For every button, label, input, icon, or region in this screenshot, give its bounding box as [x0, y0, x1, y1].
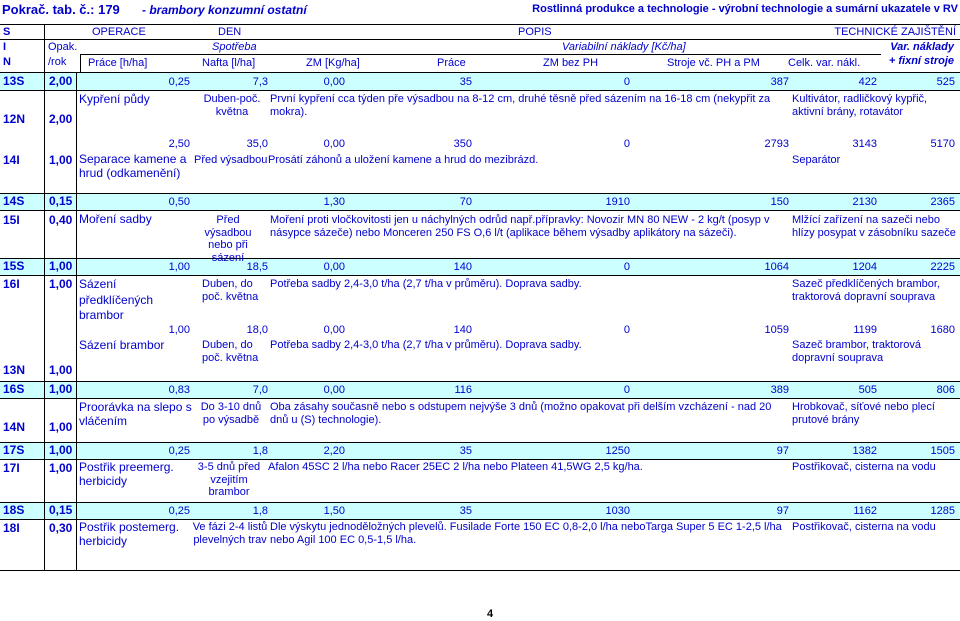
summary-value: 1,30 [323, 196, 345, 208]
summary-value: 140 [453, 261, 472, 273]
op-den: Duben, do poč. května [202, 278, 259, 303]
summary-value: 35 [459, 445, 472, 457]
summary-band [0, 193, 960, 210]
op-name: Postřik preemerg. herbicidy [79, 460, 174, 488]
summary-value: 0,00 [323, 76, 345, 88]
summary-value: 150 [770, 196, 789, 208]
summary-value: 525 [936, 76, 955, 88]
head-popis: POPIS [518, 26, 552, 38]
rule [0, 90, 960, 91]
op-den: Duben, do poč. května [202, 339, 259, 364]
op-tech: Separátor [792, 154, 841, 166]
head-s: S [3, 26, 11, 38]
op-opak: 0,30 [49, 521, 73, 535]
summary-code: 18S [3, 503, 25, 517]
summary-value: 1910 [605, 196, 630, 208]
doc-header-right: Rostlinná produkce a technologie - výrobní technologie a sumární ukazatele v RV [532, 3, 958, 15]
summary-code: 16S [3, 382, 25, 396]
op-den: Do 3-10 dnů po výsadbě [200, 401, 262, 426]
rule [0, 275, 960, 276]
summary-value: 35,0 [246, 138, 268, 150]
op-code: 16I [3, 277, 20, 291]
summary-value: 1,8 [252, 445, 268, 457]
op-code: 13N [3, 363, 26, 377]
head-stroje: Stroje vč. PH a PM [667, 57, 760, 69]
summary-code: 15S [3, 259, 25, 273]
summary-value: 1162 [853, 505, 877, 517]
op-name: Sázení brambor [79, 338, 165, 352]
summary-value: 2365 [930, 196, 955, 208]
summary-value: 35 [459, 76, 472, 88]
summary-opak: 0,15 [49, 194, 73, 208]
rule [0, 570, 960, 571]
op-popis: Potřeba sadby 2,4-3,0 t/ha (2,7 t/ha v průměru). Doprava sadby. [270, 339, 582, 351]
head-den: DEN [218, 26, 242, 38]
summary-value: 18,0 [246, 324, 268, 336]
head-opak: Opak. [48, 41, 78, 53]
summary-value: 2,50 [168, 138, 190, 150]
summary-value: 0,00 [323, 138, 345, 150]
head-spotreba: Spotřeba [212, 41, 257, 53]
head-operace: OPERACE [92, 26, 146, 38]
head-varnakl: Variabilní náklady [Kč/ha] [562, 41, 686, 53]
summary-value: 350 [453, 138, 472, 150]
summary-value: 1199 [853, 324, 877, 336]
summary-value: 140 [453, 324, 472, 336]
op-code: 14N [3, 420, 26, 434]
op-den: Ve fázi 2-4 listů plevelných trav [192, 521, 268, 546]
summary-value: 505 [858, 384, 877, 396]
op-name: Proorávka na slepo s vláčením [79, 400, 192, 428]
rule [44, 72, 45, 570]
summary-value: 0 [623, 76, 630, 88]
head-nafta: Nafta [l/ha] [202, 57, 256, 69]
summary-value: 0,25 [168, 76, 190, 88]
head-var-naklady: Var. náklady [890, 41, 954, 53]
rule [0, 24, 960, 25]
summary-band [0, 258, 960, 275]
summary-value: 0,00 [323, 324, 345, 336]
op-den: Před výsadbou [194, 154, 268, 166]
op-popis: Prosátí záhonů a uložení kamene a hrud do mezibrázd. [268, 154, 539, 166]
summary-value: 97 [776, 445, 789, 457]
doc-subtitle: - brambory konzumní ostatní [142, 3, 307, 17]
summary-opak: 1,00 [49, 382, 73, 396]
summary-value: 7,0 [252, 384, 268, 396]
summary-value: 1064 [764, 261, 789, 273]
op-opak: 1,00 [49, 277, 73, 291]
head-subgrid [80, 54, 881, 73]
head-prace-h: Práce [h/ha] [88, 57, 148, 69]
op-tech: Sazeč brambor, traktorová dopravní souprava [792, 339, 922, 364]
rule [0, 210, 960, 211]
summary-opak: 1,00 [49, 443, 73, 457]
rule [44, 24, 45, 72]
op-opak: 2,00 [49, 112, 73, 126]
rule [0, 502, 960, 503]
op-tech: Kultivátor, radličkový kypřič, aktivní brány, rotavátor [792, 93, 928, 118]
head-prace: Práce [437, 57, 466, 69]
summary-band [0, 442, 960, 459]
rule [0, 381, 960, 382]
op-opak: 1,00 [49, 461, 73, 475]
head-celk: Celk. var. nákl. [788, 57, 861, 69]
op-den: Duben-poč. května [203, 93, 261, 118]
op-popis: Moření proti vločkovitosti jen u náchylných odrůd např.přípravky: Novozir MN 80 NEW - 2 kg/t (posyp v násypce sázeče) nebo Monceren 250 FS O,6 l/t (aplikace během výsadby aplikátory na sázeči). [270, 214, 770, 239]
op-opak: 0,40 [49, 213, 73, 227]
summary-value: 18,5 [246, 261, 268, 273]
summary-value: 2793 [764, 138, 789, 150]
op-tech: Mlžící zařízení na sazeči nebo hlízy posypat v zásobníku sazeče [792, 214, 956, 239]
rule [0, 258, 960, 259]
op-code: 17I [3, 461, 20, 475]
op-den: 3-5 dnů před vzejitím brambor [197, 461, 261, 499]
op-den: Před výsadbou nebo při sázení [204, 214, 252, 264]
op-name: Moření sadby [79, 212, 152, 226]
head-i: I [3, 41, 7, 53]
rule [0, 39, 960, 40]
summary-value: 0,83 [168, 384, 190, 396]
summary-value: 35 [459, 505, 472, 517]
summary-value: 97 [776, 505, 789, 517]
op-name: Separace kamene a hrud (odkamenění) [79, 152, 187, 180]
op-code: 18I [3, 521, 20, 535]
op-name: Sázení předklíčených brambor [79, 277, 154, 323]
summary-value: 1,00 [168, 261, 190, 273]
summary-value: 2,20 [323, 445, 345, 457]
summary-value: 0 [623, 261, 630, 273]
op-name: Kypření půdy [79, 92, 150, 106]
head-zm-bez: ZM bez PH [543, 57, 599, 69]
op-opak: 1,00 [49, 153, 73, 167]
op-code: 14I [3, 153, 20, 167]
summary-band [0, 381, 960, 398]
op-tech: Sazeč předklíčených brambor, traktorová dopravní souprava [792, 278, 940, 303]
head-n: N [3, 56, 11, 68]
op-code: 12N [3, 112, 26, 126]
summary-value: 7,3 [252, 76, 268, 88]
doc-title: Pokrač. tab. č.: 179 [2, 2, 120, 17]
summary-band [0, 73, 960, 90]
summary-value: 2225 [930, 261, 955, 273]
summary-opak: 0,15 [49, 503, 73, 517]
summary-value: 70 [459, 196, 472, 208]
op-tech: Postřikovač, cisterna na vodu [792, 461, 936, 473]
summary-value: 1204 [852, 261, 877, 273]
op-code: 15I [3, 213, 20, 227]
summary-value: 0,00 [323, 261, 345, 273]
summary-value: 0 [623, 324, 630, 336]
summary-value: 2130 [852, 196, 877, 208]
rule [0, 442, 960, 443]
summary-value: 1059 [764, 324, 789, 336]
summary-value: 116 [454, 384, 472, 396]
summary-value: 5170 [930, 138, 955, 150]
summary-value: 389 [770, 384, 789, 396]
summary-value: 0 [623, 384, 630, 396]
summary-opak: 1,00 [49, 259, 73, 273]
summary-code: 17S [3, 443, 25, 457]
summary-value: 1382 [852, 445, 877, 457]
head-fixni: + fixní stroje [888, 55, 954, 67]
summary-value: 422 [858, 76, 877, 88]
summary-band [0, 502, 960, 519]
summary-opak: 2,00 [49, 74, 73, 88]
head-rok: /rok [48, 56, 67, 68]
op-name: Postřik postemerg. herbicidy [79, 520, 180, 548]
op-tech: Hrobkovač, síťové nebo plecí prutové brány [792, 401, 935, 426]
summary-value: 0,00 [323, 384, 345, 396]
summary-code: 13S [3, 74, 25, 88]
summary-code: 14S [3, 194, 25, 208]
summary-value: 1285 [930, 505, 955, 517]
head-zm-kg: ZM [Kg/ha] [306, 57, 360, 69]
op-popis: Oba zásahy současně nebo s odstupem nejvýše 3 dnů (možno opakovat při delším vzcházení - nad 20 dnů u (S) technologie). [270, 401, 772, 426]
page-number: 4 [487, 608, 494, 620]
summary-value: 1030 [605, 505, 630, 517]
summary-value: 0,25 [168, 505, 190, 517]
summary-value: 0,25 [168, 445, 190, 457]
rule [0, 193, 960, 194]
rule [0, 398, 960, 399]
summary-value: 1680 [930, 324, 955, 336]
summary-value: 1,8 [252, 505, 268, 517]
rule [76, 72, 77, 570]
summary-value: 1,50 [323, 505, 345, 517]
op-popis: První kypření cca týden pře výsadbou na 8-12 cm, druhé těsně před sázením na 16-18 cm (nekypřit za mokra). [270, 93, 771, 118]
summary-value: 3143 [852, 138, 877, 150]
summary-value: 1250 [605, 445, 630, 457]
summary-value: 1,00 [168, 324, 190, 336]
op-popis: Dle výskytu jednoděložných plevelů. Fusilade Forte 150 EC 0,8-2,0 l/ha neboTarga Super 5 EC 1-2,5 l/ha nebo Agil 100 EC 0,5-1,5 l/ha. [270, 521, 782, 546]
summary-value: 1505 [930, 445, 955, 457]
summary-value: 0 [623, 138, 630, 150]
summary-value: 806 [936, 384, 955, 396]
op-opak: 1,00 [49, 363, 73, 377]
op-popis: Potřeba sadby 2,4-3,0 t/ha (2,7 t/ha v průměru). Doprava sadby. [270, 278, 582, 290]
op-popis: Afalon 45SC 2 l/ha nebo Racer 25EC 2 l/ha nebo Plateen 41,5WG 2,5 kg/ha. [268, 461, 643, 473]
summary-value: 387 [770, 76, 789, 88]
summary-value: 0,50 [168, 196, 190, 208]
head-tech: TECHNICKÉ ZAJIŠTĚNÍ [834, 26, 956, 38]
op-tech: Postřikovač, cisterna na vodu [792, 521, 936, 533]
op-opak: 1,00 [49, 420, 73, 434]
